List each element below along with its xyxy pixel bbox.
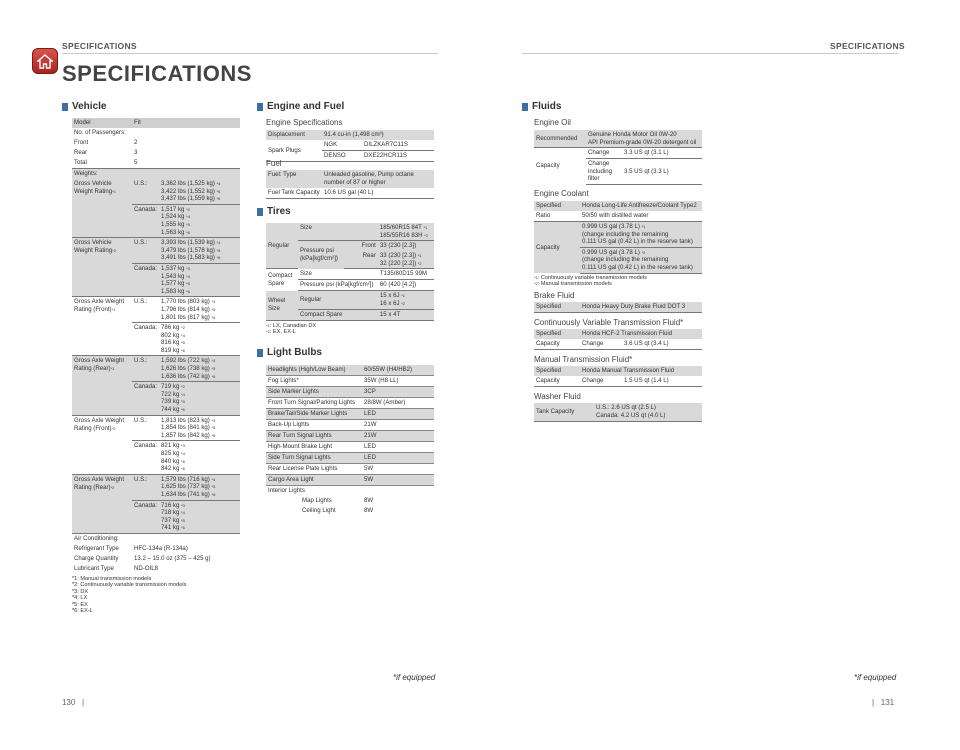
fuel-tank-value: 10.6 US gal (40 L) [322,188,434,199]
passenger-row: Total 5 [74,159,138,166]
ac-row: Lubricant Type ND-OIL8 [74,564,159,572]
weight-row: Gross Axle Weight Rating (Front)$^{*2}$ U.S.: 1,813 lbs (823 kg) $^{*4}$ 1,854 lbs (841 kg) $^{*5}$ 1,857 lbs (842 kg) $^{*6}$ [74,416,216,439]
tire-compact-label: Compact Spare [268,272,293,288]
section-light-bulbs: Light Bulbs [257,347,322,358]
section-tires: Tires [257,206,291,217]
header-rule-right [522,53,898,54]
bulb-row: Side Marker Lights 3CP [266,387,434,398]
mt-fluid-title: Manual Transmission Fluid* [534,355,633,365]
bulb-row: Back-Up Lights 21W [266,420,434,431]
engine-table: Displacement 91.4 cu-in (1,498 cm³) Spark Plugs NGK DILZKAR7C11S DENSO DXE22HCR11S [266,130,434,162]
interior-bulb-row: Map Lights 8W [302,497,374,504]
weight-row: Gross Axle Weight Rating (Rear)$^{*2}$ U.S.: 1,579 lbs (716 kg) $^{*4}$ 1,625 lbs (737 kg) $^{*5}$ 1,634 lbs (741 kg) $^{*6}$ [72,474,240,500]
page-number-right: | 131 [872,698,895,707]
fuel-tank-label: Fuel Tank Capacity [266,188,322,199]
cvt-fluid-title: Continuously Variable Transmission Fluid* [534,318,684,328]
section-marker [257,103,263,111]
ac-row: Charge Quantity 13.2 – 15.0 oz (375 – 425 g) [74,554,211,562]
bulb-row: Rear Turn Signal Lights 21W [266,431,434,442]
passenger-row: Rear 3 [74,149,138,156]
section-marker [257,208,263,216]
tire-regular-label: Regular [266,223,298,269]
vehicle-notes: *1: Manual transmission models *2: Continuously variable transmission models *3: DX *4: LX *5: EX *6: EX-L [72,575,187,614]
bulbs-table: Headlights (High/Low Beam) 60/55W (H4/HB2) Fog Lights* 35W (H8 LL) Side Marker Lights 3CP Front Turn Signal/Parking Lights 28/8W (Amber) Brake/Tail/Side Marker Lights LED Back-Up Lights 21W Rear Turn Signal Lights 21W High-Mount Brake Light LED Side Turn Signal Lights LED Rear License Plate Lights 5W Cargo Area Light 5W Interior Lights Map Lights 8W Ceiling Light 8W [266,365,434,516]
section-marker [62,103,68,111]
header-rule-left [62,53,438,54]
bulb-row: Fog Lights* 35W (H8 LL) [266,376,434,387]
washer-fluid-title: Washer Fluid [534,392,581,402]
bulb-row: High-Mount Brake Light LED [266,442,434,453]
brake-fluid-title: Brake Fluid [534,291,575,301]
section-vehicle: Vehicle [62,101,106,112]
section-marker [522,103,528,111]
vehicle-table: Model Fit No. of Passengers: Front 2 Rear 3 Total 5 Weights: Gross Vehicle Weight Rating$^{*1}$ U.S.: 3,362 lbs (1,525 kg) $^{*4}$ 3,422 lbs (1,552 kg) $^{*5}$ 3,437 lbs (1,559 kg) $^{*6}$ Canada: 1,517 kg $^{*2}$ 1,524 kg $^{*4}$ 1,555 kg $^{*5}$ 1,563 kg $^{*6}$ Gross Vehicle Weight Rating$^{*2}$ U.S.: 3,393 lbs (1,539 kg) $^{*4}$ 3,479 lbs (1,578 kg) $^{*5}$ 3,491 lbs (1,583 kg) $^{*6}$ Canada: 1,537 kg $^{*3}$ 1,543 kg $^{*4}$ 1,577 kg $^{*5}$ 1,583 kg $^{*6}$ Gross Axle Weight Rating (Front)$^{*1}$ U.S.: 1,770 lbs (803 kg) $^{*4}$ 1,796 lbs (814 kg) $^{*5}$ 1,801 lbs (817 kg) $^{*6}$ Canada: 786 kg $^{*2}$ 802 kg $^{*4}$ 816 kg $^{*5}$ 819 kg $^{*6}$ Gross Axle Weight Rating (Rear)$^{*1}$ U.S.: 1,592 lbs (722 kg) $^{*4}$ 1,626 lbs (738 kg) $^{*5}$ 1,636 lbs (742 kg) $^{*6}$ Canada: 719 kg $^{*2}$ 722 kg $^{*4}$ 739 kg $^{*5}$ 744 kg $^{*6}$ Gross Axle Weight Rating (Front)$^{*2}$ U.S.: 1,813 lbs (823 kg) $^{*4}$ 1,854 lbs (841 kg) $^{*5}$ 1,857 lbs (842 kg) $^{*6}$ Canada: 821 kg $^{*3}$ 825 kg $^{*4}$ 840 kg $^{*5}$ 842 kg $^{*6}$ Gross Axle Weight Rating (Rear)$^{*2}$ U.S.: 1,579 lbs (716 kg) $^{*4}$ 1,625 lbs (737 kg) $^{*5}$ 1,634 lbs (741 kg) $^{*6}$ Canada: 716 kg $^{*3}$ 718 kg $^{*4}$ 737 kg $^{*5}$ 741 kg $^{*6}$ Air Conditioning: Refrigerant Type HFC-134a (R-134a) Charge Quantity 13.2 – 15.0 oz (375 – 425 g) Lubricant Type ND-OIL8 *1: Manual transmission models *2: Continuously variable transmission models *3: DX *4: LX *5: EX *6: EX-L [72,118,240,614]
tires-table: Regular Size 185/60R15 84T $^{*1}$ 185/55R16 83H $^{*2}$ Pressure psi (kPa[kgf/cm²]) Front 33 (230 [2.3]) Rear 33 (230 [2.3]) $^{*1}$ 32 (220 [2.2]) $^{*2}$ Compact Spare Size T135/80D15 99M Pressure psi (kPa[kgf/cm²]) 60 (420 [4.2]) Wheel Size Regular 15 x 6J $^{*1}$ 16 x 6J $^{*2}$ Compact Spare 15 x 4T $^{*1}$: LX, Canadian DX $^{*2}$: EX, EX-L [266,223,434,335]
interior-bulb-row: Ceiling Light 8W [302,507,374,514]
spark-plugs-label: Spark Plugs [266,140,322,162]
displacement-value: 91.4 cu-in (1,498 cm³) [322,130,434,140]
fuel-table [266,170,434,199]
weight-row: Gross Axle Weight Rating (Rear)$^{*1}$ U.S.: 1,592 lbs (722 kg) $^{*4}$ 1,626 lbs (738 kg) $^{*5}$ 1,636 lbs (742 kg) $^{*6}$ [72,356,240,382]
engine-oil-title: Engine Oil [534,118,571,127]
fuel-type-label: Fuel: Type [266,170,322,188]
section-fluids: Fluids [522,101,561,112]
bulb-row: Brake/Tail/Side Marker Lights LED [266,409,434,420]
wheel-size-label: Wheel Size [266,291,298,320]
col-model: Model [72,118,132,128]
section-engine: Engine and Fuel [257,101,344,112]
bulb-row: Rear License Plate Lights 5W [266,464,434,475]
section-marker [257,349,263,357]
passenger-row: Front 2 [74,139,138,146]
weight-row: Gross Vehicle Weight Rating$^{*2}$ U.S.: 3,393 lbs (1,539 kg) $^{*4}$ 3,479 lbs (1,578 kg) $^{*5}$ 3,491 lbs (1,583 kg) $^{*6}$ [72,238,240,264]
page-title: SPECIFICATIONS [62,61,252,86]
bulb-row: Side Turn Signal Lights LED [266,453,434,464]
engine-coolant-title: Engine Coolant [534,188,589,198]
bulb-row: Cargo Area Light 5W [266,475,434,486]
weight-row: Gross Vehicle Weight Rating$^{*1}$ U.S.: 3,362 lbs (1,525 kg) $^{*4}$ 3,422 lbs (1,552 kg) $^{*5}$ 3,437 lbs (1,559 kg) $^{*6}$ [72,179,240,204]
home-button[interactable] [32,48,58,74]
fuel-subtitle: Fuel [266,159,282,168]
tire-notes: $^{*1}$: LX, Canadian DX $^{*2}$: EX, EX-L [266,322,317,335]
if-equipped-note-right: *if equipped [854,673,897,682]
page-number-left: 130 | [62,698,85,707]
header-left: SPECIFICATIONS [62,41,137,51]
bulb-row: Headlights (High/Low Beam) 60/55W (H4/HB2) [266,365,434,376]
coolant-notes: $^{*1}$: Continuously variable transmission models $^{*2}$: Manual transmission models [534,274,647,287]
col-fit: Fit [132,118,240,128]
weight-row: Gross Axle Weight Rating (Front)$^{*1}$ U.S.: 1,770 lbs (803 kg) $^{*4}$ 1,796 lbs (814 kg) $^{*5}$ 1,801 lbs (817 kg) $^{*6}$ [74,298,216,321]
fuel-type-value: Unleaded gasoline, Pump octane number of 87 or higher [322,170,434,188]
bulb-row: Front Turn Signal/Parking Lights 28/8W (Amber) [266,398,434,409]
fluids-block: Engine Oil Recommended Genuine Honda Motor Oil 0W-20 API Premium-grade 0W-20 detergent oil Capacity Change 3.3 US qt (3.1 L) Change including filter 3.5 US qt (3.3 L) Engine Coolant Specified Honda Long-Life Antifreeze/Coolant Type2 Ratio 50/50 with distilled water Capacity 0.999 US gal (3.78 L) $^{*1}$ (change including the remaining 0.111 US gal (0.42 L) in the reserve tank) 0.999 US gal (3.78 L) $^{*2}$ (change including the remaining 0.111 US gal (0.42 L) in the reserve tank) $^{*1}$: Continuously variable transmission models $^{*2}$: Manual transmission models Brake Fluid Specified Honda Heavy Duty Brake Fluid DOT 3 Continuously Variable Transmission Fluid* Specified Honda HCF-2 Transmission Fluid Capacity Change 3.6 US qt (3.4 L) Manual Transmission Fluid* Specified Honda Manual Transmission Fluid Capacity Change 1.5 US qt (1.4 L) Washer Fluid Tank Capacity U.S.: 2.6 US qt (2.5 L) Canada: 4.2 US qt (4.0 L) [534,118,702,422]
displacement-label: Displacement [266,130,322,140]
home-icon [37,54,53,69]
ac-row: Refrigerant Type HFC-134a (R-134a) [74,544,188,552]
engine-spec-subtitle: Engine Specifications [266,118,343,127]
header-right: SPECIFICATIONS [830,41,905,51]
if-equipped-note-left: *if equipped [393,673,436,682]
